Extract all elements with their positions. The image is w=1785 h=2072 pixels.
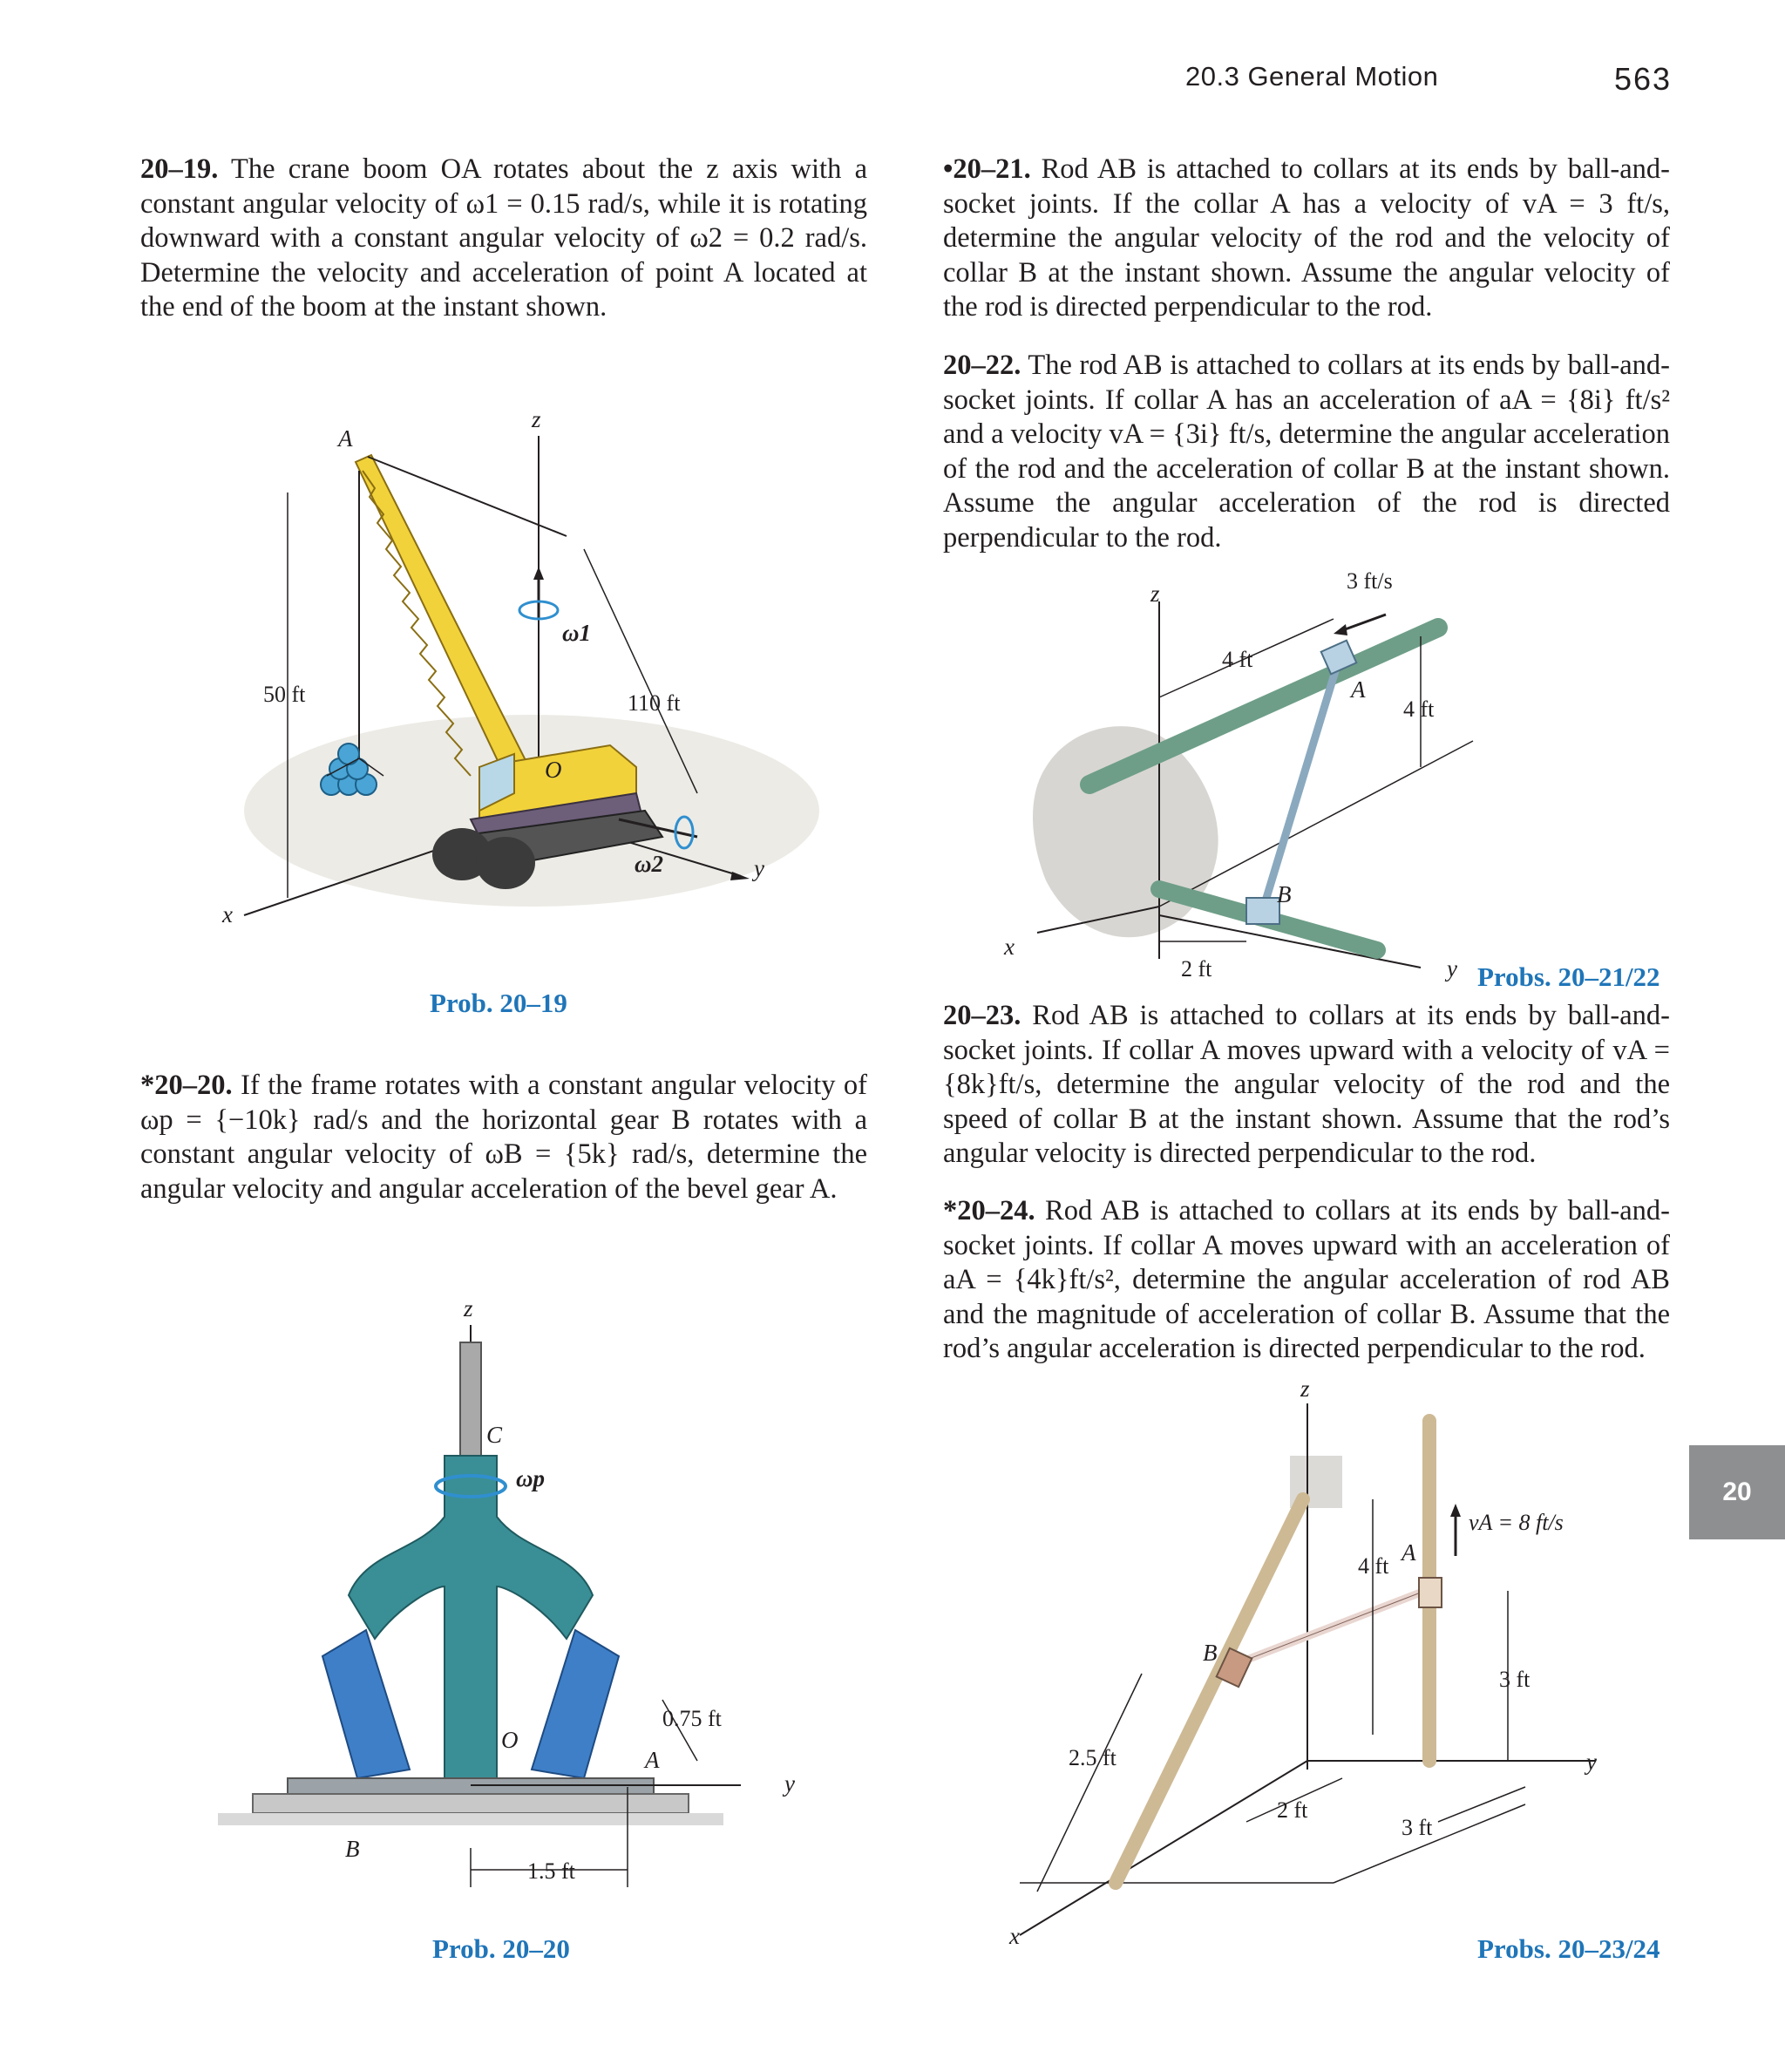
dim-radius-label: 1.5 ft <box>527 1858 575 1884</box>
label-x: x <box>1009 1923 1020 1949</box>
dim-e-label: 3 ft <box>1402 1815 1433 1840</box>
problem-20-22 <box>943 349 1670 555</box>
label-x: x <box>222 901 233 927</box>
problem-20-24 <box>943 1194 1670 1367</box>
label-z: z <box>1150 581 1160 607</box>
problem-20-19 <box>140 153 867 325</box>
label-O: O <box>545 757 562 783</box>
label-A: A <box>1402 1539 1416 1566</box>
chapter-tab: 20 <box>1689 1445 1785 1539</box>
dim-boom-label: 110 ft <box>628 690 681 716</box>
velocity-arrowhead <box>1450 1504 1461 1517</box>
problem-text: Rod AB is attached to collars at its ends by ball-and-socket joints. If collar A moves upward with a velocity of vA = {8k}ft/s, determine the angular velocity of the rod and the speed of collar B at the instant shown. Assume that the rod’s angular velocity is directed perpendicular to the rod. <box>943 1000 1671 1169</box>
problem-number: •20–21. <box>943 153 1031 185</box>
label-B: B <box>1203 1640 1218 1666</box>
label-C: C <box>486 1422 503 1448</box>
dim-a-label: 4 ft <box>1358 1553 1389 1579</box>
label-B: B <box>345 1836 360 1862</box>
caption-probs-20-23-24: Probs. 20–23/24 <box>1477 1933 1660 1964</box>
problem-number: 20–22. <box>943 350 1021 381</box>
problem-text: If the frame rotates with a constant angular velocity of ωp = {−10k} rad/s and the horizontal gear B rotates with a constant angular velocity of ωB = {5k} rad/s, determine the angular velocity and angular acceleration of the bevel gear A. <box>140 1070 868 1205</box>
problem-text: The rod AB is attached to collars at its ends by ball-and-socket joints. If collar A has an acceleration of aA = {8i} ft/s² and a velocity vA = {3i} ft/s, determine the angular acceleration of the rod and the acceleration of collar B at the instant shown. Assume the angular acceleration of the rod is directed perpendicular to the rod. <box>943 350 1670 554</box>
problem-number: *20–24. <box>943 1195 1035 1226</box>
dim-b-label: 4 ft <box>1403 696 1435 722</box>
problem-20-23 <box>943 999 1670 1172</box>
velocity-arrowhead <box>1334 624 1347 635</box>
dim-height-label: 50 ft <box>263 682 306 707</box>
caption-prob-20-19: Prob. 20–19 <box>430 988 567 1018</box>
dim-b-label: 3 ft <box>1499 1667 1530 1692</box>
velocity-label: vA = 8 ft/s <box>1469 1510 1564 1535</box>
section-header: 20.3 General Motion <box>1185 61 1439 92</box>
label-y: y <box>1447 955 1457 982</box>
label-omega2: ω2 <box>635 851 664 877</box>
velocity-label: 3 ft/s <box>1347 568 1393 594</box>
inclined-rod <box>1116 1499 1303 1883</box>
dim-c-label: 2 ft <box>1181 956 1212 982</box>
label-y: y <box>784 1770 795 1797</box>
problem-text: Rod AB is attached to collars at its ends by ball-and-socket joints. If the collar A has a velocity of vA = 3 ft/s, determine the angular velocity of the rod and the velocity of collar B at the instant shown. Assume the angular velocity of the rod is directed perpendicular to the rod. <box>943 153 1671 323</box>
problem-text: Rod AB is attached to collars at its ends by ball-and-socket joints. If collar A moves upward with an acceleration of aA = {4k}ft/s², determine the angular acceleration of rod AB and the magnitude of acceleration of collar B. Assume that the rod’s angular acceleration is directed perpendicular to the rod. <box>943 1195 1670 1364</box>
label-z: z <box>1300 1376 1310 1402</box>
collar-A <box>1419 1578 1442 1607</box>
dim-d-label: 2 ft <box>1277 1797 1308 1823</box>
problem-20-20 <box>140 1069 867 1206</box>
problem-text: The crane boom OA rotates about the z axis with a constant angular velocity of ω1 = 0.15 rad/s, while it is rotating downward with a constant angular velocity of ω2 = 0.2 rad/s. Determine the velocity and acceleration of point A located at the end of the boom at the instant shown. <box>140 153 867 323</box>
problem-number: *20–20. <box>140 1070 233 1101</box>
dim-a-label: 4 ft <box>1222 647 1253 672</box>
ground <box>218 1813 723 1825</box>
label-A: A <box>645 1747 660 1773</box>
base-plate <box>253 1794 689 1813</box>
omega1-arrowhead <box>533 567 544 580</box>
dim-c-label: 2.5 ft <box>1069 1745 1116 1770</box>
figure-crane <box>209 401 819 933</box>
label-O: O <box>501 1727 519 1753</box>
bevel-gear-A <box>532 1630 619 1778</box>
page-number: 563 <box>1614 61 1673 97</box>
label-omega1: ω1 <box>562 620 592 646</box>
bevel-gear-left <box>322 1630 410 1778</box>
figure-rod-green <box>985 567 1473 1002</box>
dim-offset-label: 0.75 ft <box>662 1706 722 1731</box>
figure-bevel-gear <box>209 1290 837 1892</box>
problem-20-21 <box>943 153 1670 325</box>
problem-number: 20–19. <box>140 153 219 185</box>
label-y: y <box>754 855 764 881</box>
label-A: A <box>1351 676 1366 703</box>
label-z: z <box>532 406 541 432</box>
label-omegap: ωp <box>516 1465 546 1491</box>
label-A: A <box>338 425 353 452</box>
caption-probs-20-21-22: Probs. 20–21/22 <box>1477 961 1660 992</box>
figure-rod-tan <box>985 1369 1647 1949</box>
rod-AB-edge <box>1233 1591 1425 1665</box>
problem-number: 20–23. <box>943 1000 1021 1031</box>
label-x: x <box>1004 934 1015 960</box>
collar-B <box>1246 898 1279 924</box>
label-B: B <box>1277 881 1292 907</box>
caption-prob-20-20: Prob. 20–20 <box>432 1933 570 1964</box>
upper-rod <box>1089 628 1438 785</box>
label-z: z <box>464 1295 473 1321</box>
label-y: y <box>1586 1749 1597 1775</box>
dim-3ft-horizontal <box>1438 1787 1525 1822</box>
